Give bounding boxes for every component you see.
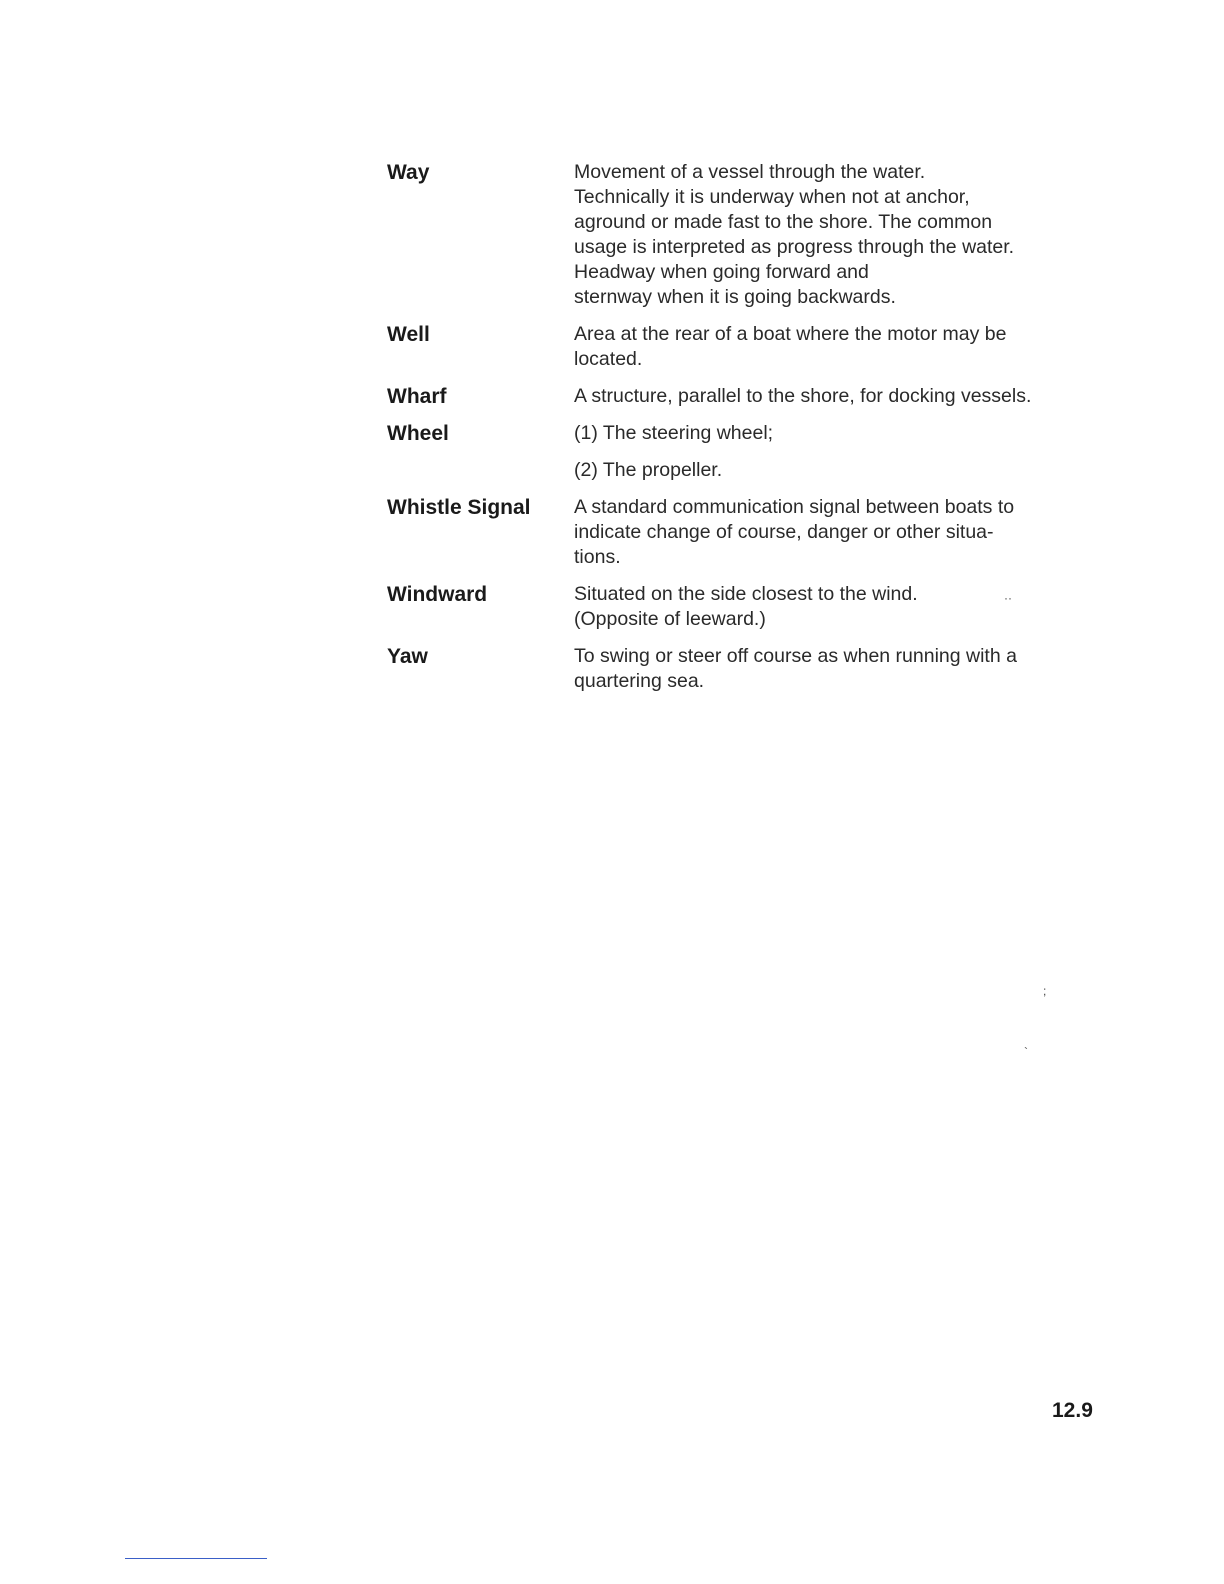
- definition-paragraph: [574, 458, 1107, 483]
- footer-rule: [125, 1558, 267, 1559]
- definition-paragraph: [574, 495, 1107, 570]
- definition-line: A standard communication signal between boats to: [574, 496, 1015, 518]
- scan-speck: ;: [1043, 984, 1047, 998]
- definition-line: indicate change of course, danger or other situa-: [574, 521, 994, 543]
- page-number: 12.9: [1052, 1399, 1093, 1422]
- definition-line: (Opposite of leeward.): [574, 608, 766, 630]
- glossary-term: Yaw: [387, 645, 428, 668]
- definition-line: sternway when it is going backwards.: [574, 286, 896, 308]
- definition-paragraph: [574, 582, 1107, 632]
- scan-speck: ··: [1004, 591, 1012, 605]
- definition-paragraph: [574, 160, 1107, 310]
- glossary-list: [387, 160, 1107, 706]
- glossary-entry-windward: [387, 582, 1107, 632]
- glossary-term: Whistle Signal: [387, 496, 531, 519]
- glossary-term: Wharf: [387, 385, 447, 408]
- glossary-entry-wheel: [387, 421, 1107, 483]
- glossary-entry-way: [387, 160, 1107, 310]
- definition-line: aground or made fast to the shore. The common: [574, 211, 993, 233]
- glossary-definition: [574, 384, 1107, 409]
- definition-line: Headway when going forward and: [574, 261, 869, 283]
- glossary-term: Windward: [387, 583, 488, 606]
- glossary-definition: [574, 644, 1107, 694]
- definition-line: Technically it is underway when not at anchor,: [574, 186, 970, 208]
- definition-line: To swing or steer off course as when running with a: [574, 645, 1017, 667]
- glossary-term: Wheel: [387, 422, 449, 445]
- definition-line: Situated on the side closest to the wind.: [574, 583, 918, 605]
- glossary-definition: [574, 582, 1107, 632]
- glossary-definition: [574, 421, 1107, 483]
- glossary-entry-well: [387, 322, 1107, 372]
- glossary-definition: [574, 322, 1107, 372]
- definition-line: usage is interpreted as progress through the water.: [574, 236, 1015, 258]
- definition-line: quartering sea.: [574, 670, 705, 692]
- glossary-term: Way: [387, 161, 430, 184]
- definition-line: Movement of a vessel through the water.: [574, 161, 926, 183]
- definition-paragraph: [574, 644, 1107, 694]
- glossary-definition: [574, 495, 1107, 570]
- definition-line: (1) The steering wheel;: [574, 422, 774, 444]
- definition-paragraph: [574, 421, 1107, 446]
- glossary-entry-yaw: [387, 644, 1107, 694]
- glossary-entry-whistle-signal: [387, 495, 1107, 570]
- definition-line: A structure, parallel to the shore, for docking vessels.: [574, 385, 1032, 407]
- definition-line: located.: [574, 348, 643, 370]
- glossary-definition: [574, 160, 1107, 310]
- definition-line: Area at the rear of a boat where the motor may be: [574, 323, 1007, 345]
- definition-paragraph: [574, 384, 1107, 409]
- scan-speck: `: [1024, 1045, 1028, 1059]
- definition-paragraph: [574, 322, 1107, 372]
- glossary-entry-wharf: [387, 384, 1107, 409]
- definition-line: tions.: [574, 546, 621, 568]
- glossary-term: Well: [387, 323, 430, 346]
- definition-line: (2) The propeller.: [574, 459, 723, 481]
